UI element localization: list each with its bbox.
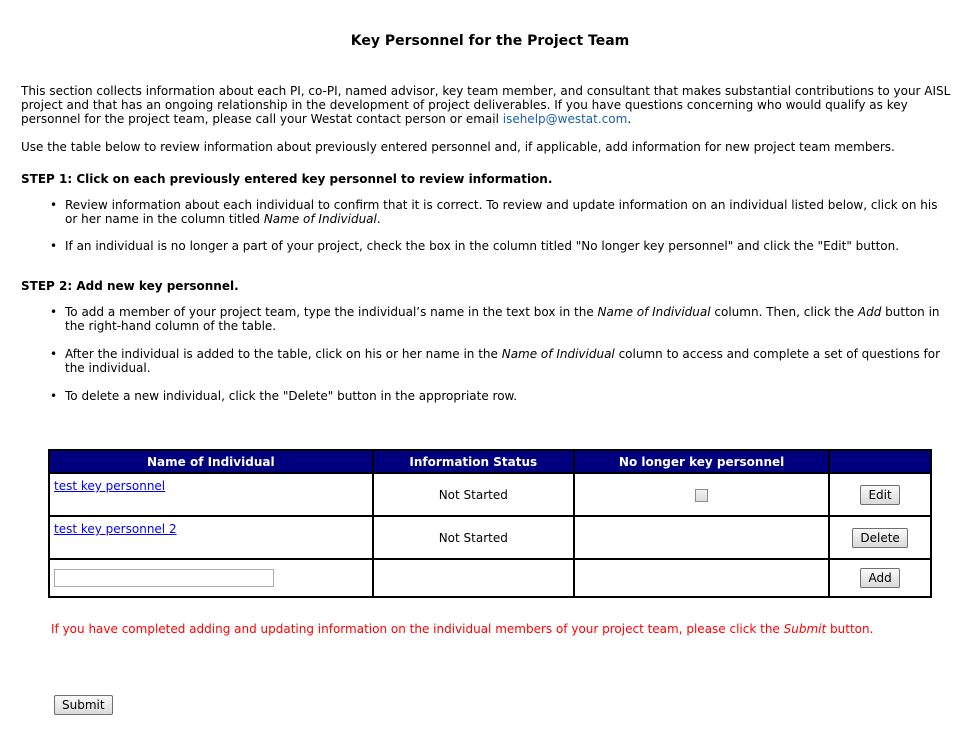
step1-bullet-remove: • If an individual is no longer a part of your project, check the box in the column titled "No longer key personnel" and click the "Edit" button.	[65, 239, 950, 253]
name-cell	[49, 473, 373, 516]
header-status: Information Status	[373, 450, 574, 473]
action-cell	[829, 473, 931, 516]
table-row	[49, 516, 931, 559]
header-name: Name of Individual	[49, 450, 373, 473]
step2-bullet-complete-text: After the individual is added to the table, click on his or her name in the	[65, 347, 502, 361]
step2-bullet-complete-em: Name of Individual	[501, 347, 615, 361]
add-button[interactable]: Add	[860, 568, 899, 588]
step2-bullet-add-text2: column. Then, click the	[710, 305, 858, 319]
new-name-input[interactable]	[54, 569, 274, 587]
step1-bullet-review-em: Name of Individual	[263, 212, 377, 226]
step1-list	[20, 198, 950, 253]
step2-bullet-delete: • To delete a new individual, click the "Delete" button in the appropriate row.	[65, 389, 950, 403]
notice-text: If you have completed adding and updating information on the individual members of your project team, please click the	[51, 622, 784, 636]
table-header-row	[49, 450, 931, 473]
header-no-longer: No longer key personnel	[574, 450, 829, 473]
personnel-link[interactable]: test key personnel 2	[54, 522, 177, 536]
step2-bullet-add-em1: Name of Individual	[597, 305, 711, 319]
step1-heading: STEP 1: Click on each previously entered key personnel to review information.	[21, 172, 553, 186]
intro-end: .	[627, 112, 632, 126]
submit-button[interactable]: Submit	[54, 695, 113, 715]
page-title: Key Personnel for the Project Team	[350, 33, 630, 49]
step1-bullet-review-end: .	[376, 212, 381, 226]
step2-bullet-complete	[65, 347, 950, 375]
intro-paragraph	[21, 84, 951, 126]
no-longer-cell	[574, 473, 829, 516]
completion-notice	[51, 622, 921, 637]
step2-bullet-add-em2: Add	[857, 305, 882, 319]
step1-bullet-review-text: Review information about each individual to confirm that it is correct. To review and update information on an individual listed below, click on his or her name in the column titled	[65, 198, 938, 226]
edit-button[interactable]: Edit	[860, 485, 899, 505]
step2-bullet-add-text: To add a member of your project team, type the individual’s name in the text box in the	[65, 305, 598, 319]
no-longer-cell	[574, 516, 829, 559]
header-action	[829, 450, 931, 473]
email-link[interactable]: isehelp@westat.com	[502, 112, 628, 126]
status-cell: Not Started	[373, 473, 574, 516]
delete-button[interactable]: Delete	[852, 528, 907, 548]
personnel-link[interactable]: test key personnel	[54, 479, 166, 493]
notice-em: Submit	[783, 622, 827, 636]
step2-list	[20, 305, 950, 403]
step2-bullet-complete-end: column to access and complete a set of questions for the individual.	[65, 347, 941, 375]
table-row	[49, 473, 931, 516]
table-instructions: Use the table below to review information about previously entered personnel and, if applicable, add information for new project team members.	[21, 140, 895, 154]
name-cell	[49, 516, 373, 559]
intro-text: This section collects information about each PI, co-PI, named advisor, key team member, and consultant that makes substantial contributions to your AISL project and that has an ongoing relationship in the development of project deliverables. If you have questions concerning who would qualify as key personnel for the project team, please call your Westat contact person or email	[21, 84, 951, 126]
new-action-cell	[829, 559, 931, 597]
action-cell	[829, 516, 931, 559]
new-status-cell	[373, 559, 574, 597]
new-no-longer-cell	[574, 559, 829, 597]
step2-bullet-add-text3: button in the right-hand column of the table.	[65, 305, 940, 333]
step2-heading: STEP 2: Add new key personnel.	[21, 279, 239, 293]
step2-bullet-add	[65, 305, 950, 333]
step1-bullet-review	[65, 198, 950, 226]
no-longer-checkbox[interactable]	[695, 489, 708, 502]
key-personnel-table	[48, 449, 932, 598]
table-row-new	[49, 559, 931, 597]
notice-end: button.	[826, 622, 874, 636]
status-cell: Not Started	[373, 516, 574, 559]
new-name-cell	[49, 559, 373, 597]
